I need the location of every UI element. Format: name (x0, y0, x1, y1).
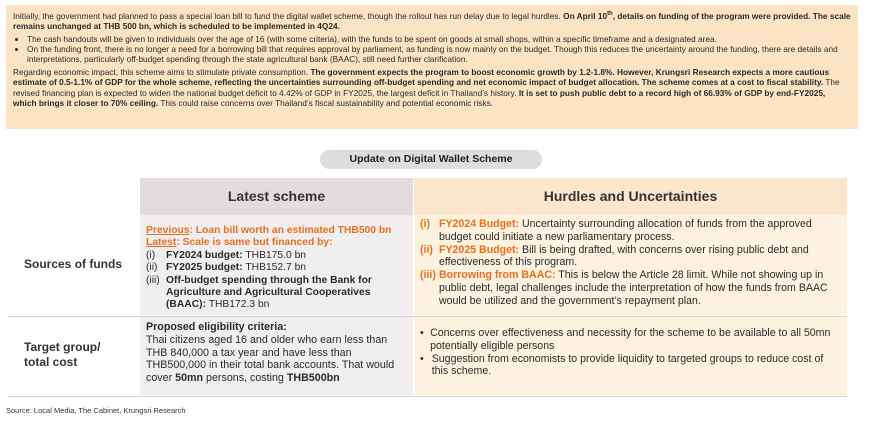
hurdle-item: (iii) Borrowing from BAAC: This is below the Article 28 limit. While not showing up in public debt, legal challenges include the interpretation of how the funds from BAAC would be utilized and the government’s repayment plan. (420, 269, 828, 307)
summary-paragraph-1 (13, 9, 851, 32)
latest-sources-cell: Previous: Loan bill worth an estimated THB500 bn Latest: Scale is same but financed by: (i) FY2024 budget: THB175.0 bn (ii) FY2025 budget: THB152.7 bn (iii) Off-budget spending through the Bank for Agriculture and Agricultural Cooperatives (BAAC): THB172.3 bn (140, 215, 413, 315)
hurdle-item: (ii) FY2025 Budget: Bill is being drafted, with concerns over rising public debt and effectiveness of this program. (420, 243, 809, 269)
hurdle-bullet: • Suggestion from economists to provide liquidity to targeted groups to reduce cost of this scheme. (420, 352, 824, 378)
summary-box (6, 5, 858, 129)
summary-paragraph-2: Regarding economic impact, this scheme aims to stimulate private consumption. The government expects the program to boost economic growth by 1.2-1.8%. However, Krungsri Research expects a more cautious estimate of 0.5-1.1% of GDP for the whole scheme, reflecting the uncertainties surrounding off-budget spending and net economic impact of budget allocation. The scheme comes at a cost to fiscal stability. The revised financing plan is expected to widen the national budget deficit to 4.42% of GDP in FY2025, the largest deficit in Thailand’s history. It is set to push public debt to a record high of 66.93% of GDP by end-FY2025, which brings it closer to 70% ceiling. This could raise concerns over Thailand’s fiscal sustainability and potential economic risks. (13, 66, 840, 109)
hurdles-target-cell (414, 317, 847, 395)
summary-text: Initially, the government had planned to pass a special loan bill to fund the digital wallet scheme, though the rollout has run delay due to legal hurdles. (13, 10, 561, 21)
latest-target-cell: Proposed eligibility criteria: Thai citizens aged 16 and older who earn less than THB 840,000 a tax year and have less than THB500,000 in their total bank accounts. That would cover 50mn persons, costing THB500bn (140, 317, 413, 395)
table-title: Update on Digital Wallet Scheme (320, 150, 542, 169)
summary-bullets (13, 34, 851, 65)
table-bottom-divider (8, 396, 847, 397)
header-latest-scheme: Latest scheme (140, 178, 413, 215)
summary-bullet: • On the funding front, there is no longer a need for a borrowing bill that requires approval by parliament, as funding is now mainly on the budget. Though this reduces the uncertainty around the funding, there are details and interpretations, particularly off-budget spending through the state agricultural bank (BAAC), still need further clarification. (27, 44, 851, 65)
source-note: Source: Local Media, The Cabinet, Krungsri Research (6, 406, 186, 415)
hurdles-sources-cell (414, 215, 847, 315)
funding-item: (iii) Off-budget spending through the Bank for Agriculture and Agricultural Cooperatives (BAAC): THB172.3 bn (146, 274, 372, 311)
row-label-sources-of-funds: Sources of funds (24, 257, 123, 271)
header-hurdles: Hurdles and Uncertainties (414, 178, 847, 215)
hurdle-item: (i) FY2024 Budget: Uncertainty surrounding allocation of funds from the approved budget could initiate a new parliamentary process. (420, 218, 812, 243)
funding-item: (ii) FY2025 budget: THB152.7 bn (146, 262, 307, 274)
summary-bullet: • The cash handouts will be given to individuals over the age of 16 (with some criteria), with the funds to be spent on goods at small shops, within a specific timeframe and a designated area. (27, 34, 851, 44)
summary-bold: On April 10th, details on funding of the program were provided. The scale remains unchanged at THB 500 bn, which is scheduled to be implemented in 4Q24. (13, 10, 851, 32)
funding-item: (i) FY2024 budget: THB175.0 bn (146, 249, 307, 261)
row-label-target-group: Target group/ total cost (24, 340, 101, 369)
hurdle-bullet: • Concerns over effectiveness and necessity for the scheme to be available to all 50mn potentially eligible persons (420, 327, 831, 352)
